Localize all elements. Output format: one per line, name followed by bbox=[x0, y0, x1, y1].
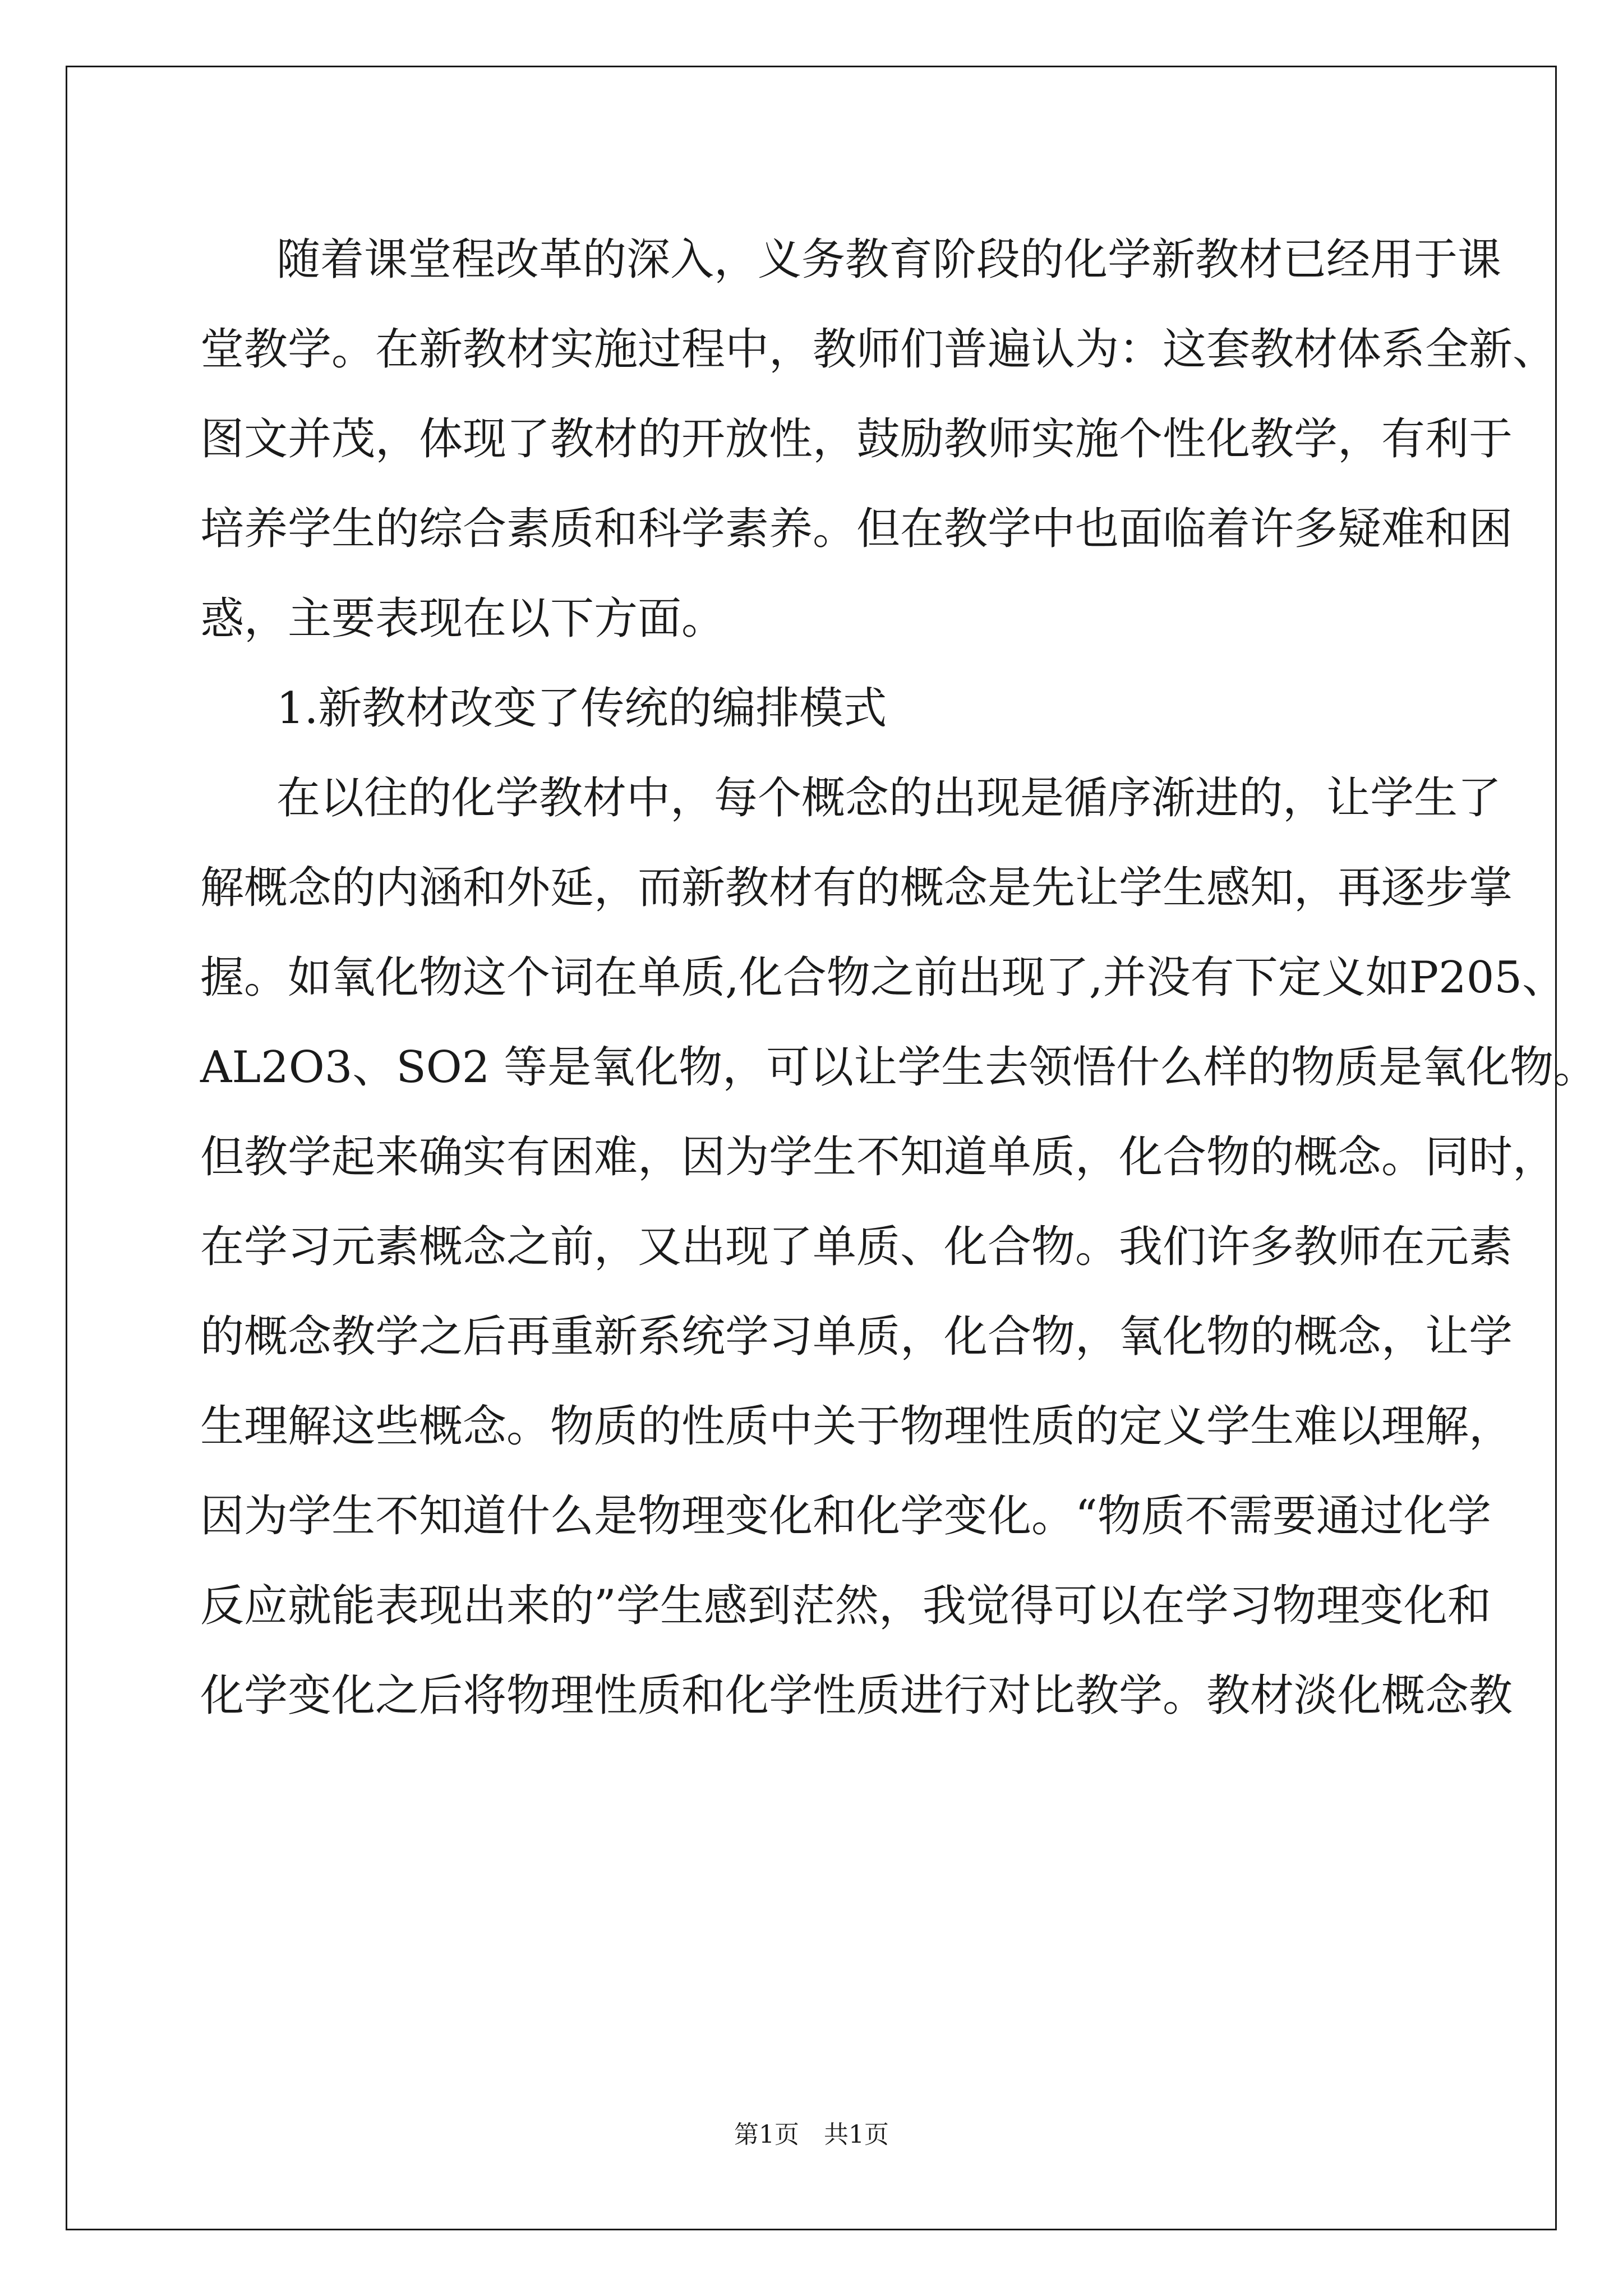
page-number: 第1页 共1页 bbox=[734, 2120, 889, 2149]
paragraph-2-line-9: 因为学生不知道什么是物理变化和化学变化。“物质不需要通过化学 bbox=[200, 1491, 1491, 1542]
section-heading: 1.新教材改变了传统的编排模式 bbox=[276, 683, 887, 734]
paragraph-2-line-10: 反应就能表现出来的”学生感到茫然，我觉得可以在学习物理变化和 bbox=[200, 1581, 1491, 1631]
page-footer bbox=[0, 2118, 1623, 2152]
paragraph-2-line-2: 解概念的内涵和外延，而新教材有的概念是先让学生感知，再逐步掌 bbox=[200, 863, 1513, 913]
paragraph-2-line-4: AL2O3、SO2 等是氧化物，可以让学生去领悟什么样的物质是氧化物。 bbox=[200, 1042, 1598, 1093]
paragraph-2-line-7: 的概念教学之后再重新系统学习单质，化合物，氧化物的概念，让学 bbox=[200, 1312, 1513, 1362]
paragraph-1-line-4: 培养学生的综合素质和科学素养。但在教学中也面临着许多疑难和困 bbox=[200, 504, 1513, 554]
paragraph-1-line-5: 惑，主要表现在以下方面。 bbox=[200, 593, 726, 644]
paragraph-1-line-2: 堂教学。在新教材实施过程中，教师们普遍认为：这套教材体系全新、 bbox=[200, 324, 1557, 375]
paragraph-2-line-8: 生理解这些概念。物质的性质中关于物理性质的定义学生难以理解， bbox=[200, 1401, 1513, 1452]
paragraph-2-line-11: 化学变化之后将物理性质和化学性质进行对比教学。教材淡化概念教 bbox=[200, 1671, 1513, 1721]
paragraph-2-line-5: 但教学起来确实有困难，因为学生不知道单质，化合物的概念。同时， bbox=[200, 1132, 1557, 1182]
paragraph-1-line-1: 随着课堂程改革的深入，义务教育阶段的化学新教材已经用于课 bbox=[276, 234, 1502, 285]
paragraph-1-line-3: 图文并茂，体现了教材的开放性，鼓励教师实施个性化教学，有利于 bbox=[200, 414, 1513, 464]
paragraph-2-line-3: 握。如氧化物这个词在单质,化合物之前出现了,并没有下定义如P205、 bbox=[200, 953, 1566, 1003]
paragraph-2-line-1: 在以往的化学教材中，每个概念的出现是循序渐进的，让学生了 bbox=[276, 773, 1502, 823]
document-body bbox=[200, 215, 1598, 1741]
paragraph-2-line-6: 在学习元素概念之前，又出现了单质、化合物。我们许多教师在元素 bbox=[200, 1222, 1513, 1272]
